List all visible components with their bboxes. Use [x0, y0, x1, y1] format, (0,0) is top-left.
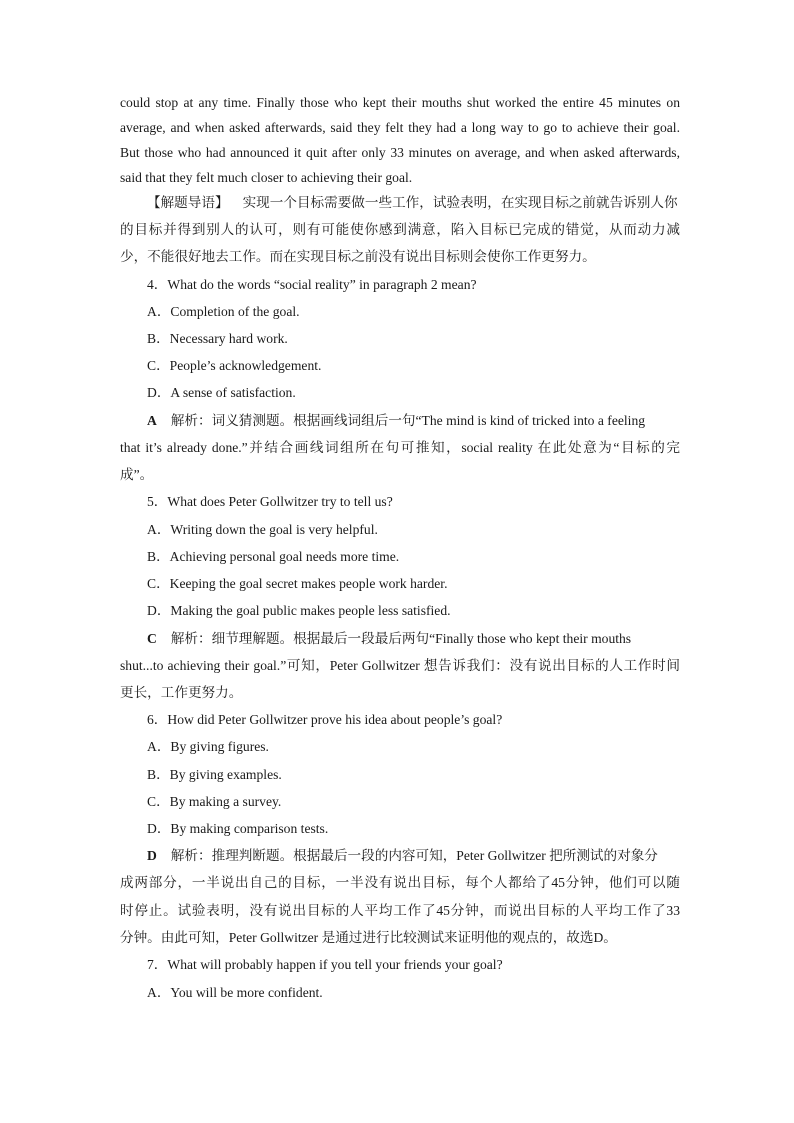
analysis-line — [147, 629, 680, 649]
guide-line: 的目标并得到别人的认可，则有可能使你感到满意，陷入目标已完成的错觉，从而动力减 — [120, 222, 680, 237]
option: D．By making comparison tests. — [147, 821, 329, 836]
passage-line: could stop at any time. Finally those who kept their mouths shut worked the entire 45 minutes on — [120, 95, 680, 110]
guide-label: 【解题导语】 — [147, 195, 229, 210]
analysis-line: that it’s already done.”并结合画线词组所在句可推知，social reality 在此处意为“目标的完 — [120, 440, 680, 455]
passage-line: average, and when asked afterwards, said they felt they had a long way to go to achieve their goal. — [120, 120, 680, 135]
option: A．Completion of the goal. — [147, 304, 300, 319]
option: C．Keeping the goal secret makes people work harder. — [147, 576, 448, 591]
guide-line — [147, 193, 680, 213]
answer-letter: D — [147, 848, 157, 863]
option: B．By giving examples. — [147, 767, 282, 782]
answer-letter: A — [147, 413, 157, 428]
analysis-text: 解析：细节理解题。根据最后一段最后两句“Finally those who kept their mouths — [170, 631, 632, 646]
option: A．Writing down the goal is very helpful. — [147, 522, 378, 537]
analysis-line: 更长，工作更努力。 — [120, 685, 243, 700]
option: C．People’s acknowledgement. — [147, 358, 322, 373]
option: A．You will be more confident. — [147, 985, 323, 1000]
analysis-line — [147, 846, 680, 866]
option: D．Making the goal public makes people less satisfied. — [147, 603, 451, 618]
option: D．A sense of satisfaction. — [147, 385, 296, 400]
question-stem: 7．What will probably happen if you tell your friends your goal? — [147, 957, 503, 972]
guide-line: 少，不能很好地去工作。而在实现目标之前没有说出目标则会使你工作更努力。 — [120, 249, 596, 264]
analysis-line: 成”。 — [120, 467, 154, 482]
option: A．By giving figures. — [147, 739, 269, 754]
analysis-text: 解析：推理判断题。根据最后一段的内容可知，Peter Gollwitzer 把所测试的对象分 — [170, 848, 658, 863]
analysis-line: shut...to achieving their goal.”可知，Peter Gollwitzer 想告诉我们：没有说出目标的人工作时间 — [120, 658, 680, 673]
passage-line: said that they felt much closer to achieving their goal. — [120, 170, 413, 185]
option: B．Achieving personal goal needs more time. — [147, 549, 400, 564]
analysis-line: 时停止。试验表明，没有说出目标的人平均工作了45分钟，而说出目标的人平均工作了33 — [120, 903, 680, 918]
analysis-line: 分钟。由此可知，Peter Gollwitzer 是通过进行比较测试来证明他的观点的，故选D。 — [120, 930, 617, 945]
answer-letter: C — [147, 631, 157, 646]
analysis-line: 成两部分，一半说出自己的目标，一半没有说出目标，每个人都给了45分钟，他们可以随 — [120, 875, 680, 890]
analysis-text: 解析：词义猜测题。根据画线词组后一句“The mind is kind of tricked into a feeling — [170, 413, 646, 428]
question-stem: 4．What do the words “social reality” in paragraph 2 mean? — [147, 277, 477, 292]
analysis-line — [147, 411, 680, 431]
question-stem: 6．How did Peter Gollwitzer prove his idea about people’s goal? — [147, 712, 503, 727]
option: C．By making a survey. — [147, 794, 282, 809]
guide-text: 实现一个目标需要做一些工作，试验表明，在实现目标之前就告诉别人你 — [242, 195, 678, 210]
question-stem: 5．What does Peter Gollwitzer try to tell us? — [147, 494, 393, 509]
option: B．Necessary hard work. — [147, 331, 288, 346]
passage-line: But those who had announced it quit after only 33 minutes on average, and when asked afterwards, — [120, 145, 680, 160]
